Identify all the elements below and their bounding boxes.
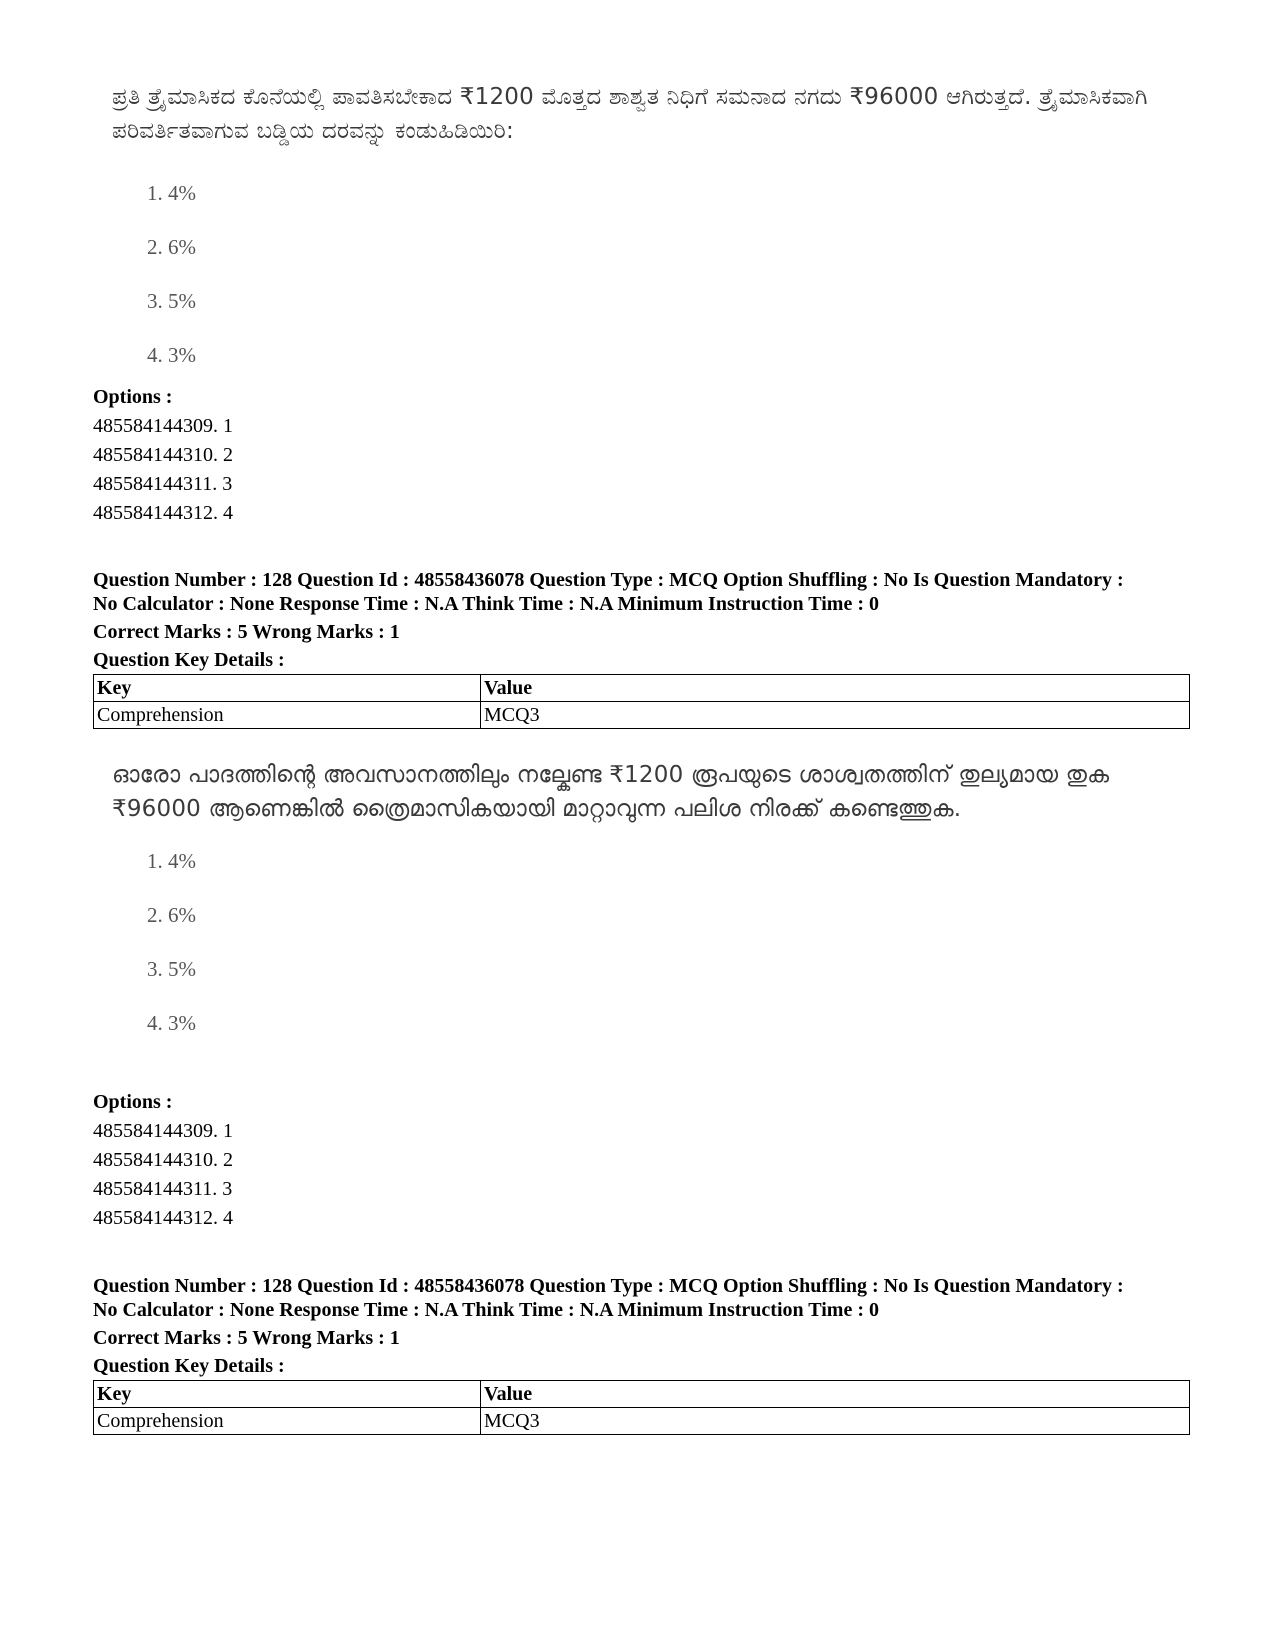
question-meta	[93, 568, 1193, 729]
options-list	[93, 1088, 1193, 1233]
question-image-kannada	[112, 80, 1172, 382]
table-header-row	[94, 675, 1190, 702]
table-row	[94, 702, 1190, 729]
meta-line-1: Question Number : 128 Question Id : 48558436078 Question Type : MCQ Option Shuffling : No Is Question Mandatory :	[93, 1275, 1124, 1297]
table-cell-value: MCQ3	[481, 702, 1190, 729]
meta-line-2: No Calculator : None Response Time : N.A Think Time : N.A Minimum Instruction Time : 0	[93, 593, 879, 615]
question-text: ಪ್ರತಿ ತ್ರೈಮಾಸಿಕದ ಕೊನೆಯಲ್ಲಿ ಪಾವತಿಸಬೇಕಾದ ₹1200 ಮೊತ್ತದ ಶಾಶ್ವತ ನಿಧಿಗೆ ಸಮನಾದ ನಗದು ₹96000 ಆಗಿರುತ್ತದೆ. ತ್ರೈಮಾಸಿಕವಾಗಿ ಪರಿವರ್ತಿತವಾಗುವ ಬಡ್ಡಿಯ ದರವನ್ನು ಕಂಡುಹಿಡಿಯಿರಿ:	[112, 84, 1148, 144]
table-row	[94, 1408, 1190, 1435]
option-item: 485584144310. 2	[93, 1149, 233, 1171]
choice-3: 3. 5%	[147, 289, 196, 313]
table-header-value: Value	[481, 1381, 1190, 1408]
key-details-table	[93, 1380, 1190, 1435]
table-header-key: Key	[94, 1381, 481, 1408]
question-meta	[93, 1274, 1193, 1435]
choice-4: 4. 3%	[147, 343, 196, 367]
marks-line: Correct Marks : 5 Wrong Marks : 1	[93, 1327, 400, 1349]
meta-line-1: Question Number : 128 Question Id : 48558436078 Question Type : MCQ Option Shuffling : No Is Question Mandatory :	[93, 569, 1124, 591]
table-cell-key: Comprehension	[94, 1408, 481, 1435]
choice-2: 2. 6%	[147, 903, 196, 927]
table-cell-key: Comprehension	[94, 702, 481, 729]
choice-1: 1. 4%	[147, 181, 196, 205]
meta-line-2: No Calculator : None Response Time : N.A Think Time : N.A Minimum Instruction Time : 0	[93, 1299, 879, 1321]
choice-2: 2. 6%	[147, 235, 196, 259]
choice-4: 4. 3%	[147, 1011, 196, 1035]
choice-1: 1. 4%	[147, 849, 196, 873]
question-text: ഓരോ പാദത്തിന്റെ അവസാനത്തിലും നല്കേണ്ട ₹1200 രൂപയുടെ ശാശ്വതത്തിന് തുല്യമായ തുക ₹96000 ആണെങ്കിൽ ത്രൈമാസികയായി മാറ്റാവുന്ന പലിശ നിരക്ക് കണ്ടെത്തുക.	[112, 762, 1110, 822]
table-header-value: Value	[481, 675, 1190, 702]
option-item: 485584144310. 2	[93, 444, 233, 466]
option-item: 485584144311. 3	[93, 1178, 233, 1200]
options-label: Options :	[93, 1091, 173, 1113]
option-item: 485584144311. 3	[93, 473, 233, 495]
option-item: 485584144312. 4	[93, 1207, 233, 1229]
table-cell-value: MCQ3	[481, 1408, 1190, 1435]
key-details-table	[93, 674, 1190, 729]
question-image-malayalam	[112, 758, 1172, 1050]
choice-3: 3. 5%	[147, 957, 196, 981]
table-header-row	[94, 1381, 1190, 1408]
key-details-label: Question Key Details :	[93, 649, 285, 671]
option-item: 485584144312. 4	[93, 502, 233, 524]
option-item: 485584144309. 1	[93, 1120, 233, 1142]
option-item: 485584144309. 1	[93, 415, 233, 437]
table-header-key: Key	[94, 675, 481, 702]
options-label: Options :	[93, 386, 173, 408]
key-details-label: Question Key Details :	[93, 1355, 285, 1377]
options-list	[93, 383, 1193, 528]
marks-line: Correct Marks : 5 Wrong Marks : 1	[93, 621, 400, 643]
